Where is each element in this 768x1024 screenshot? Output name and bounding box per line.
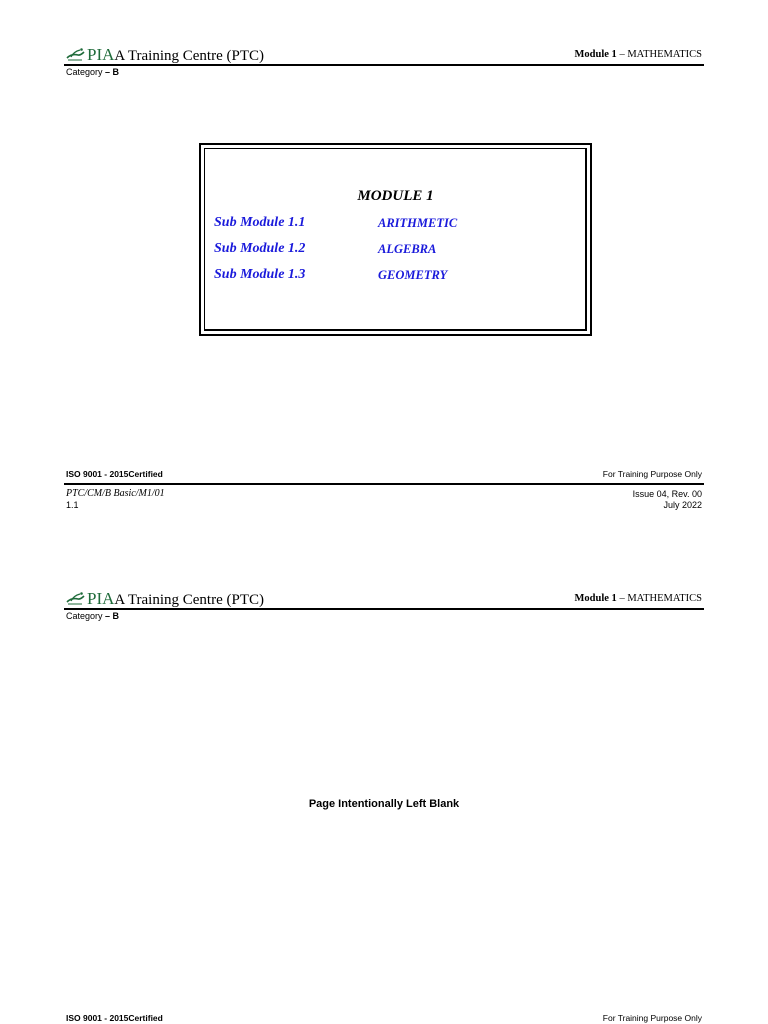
sub-module-topic: GEOMETRY bbox=[378, 268, 448, 282]
sub-module-row bbox=[214, 267, 447, 283]
sub-module-row bbox=[214, 215, 457, 231]
sub-module-label: Sub Module 1.3 bbox=[214, 267, 306, 282]
sub-module-label: Sub Module 1.2 bbox=[214, 241, 306, 256]
module-label bbox=[575, 593, 702, 604]
issue-date: July 2022 bbox=[663, 500, 702, 510]
header-divider bbox=[64, 64, 704, 66]
training-purpose-note: For Training Purpose Only bbox=[602, 469, 702, 479]
pia-logo bbox=[66, 588, 114, 609]
page-number: 1.1 bbox=[66, 500, 79, 510]
category-text: Category bbox=[66, 611, 106, 621]
category-text: Category bbox=[66, 67, 106, 77]
category-label bbox=[66, 67, 119, 77]
module-label-bold: Module 1 bbox=[574, 49, 617, 60]
iso-certification: ISO 9001 - 2015Certified bbox=[66, 469, 163, 479]
sub-module-topic: ALGEBRA bbox=[378, 242, 437, 256]
module-summary-inner-border bbox=[204, 148, 587, 331]
category-value: – B bbox=[105, 67, 120, 77]
pia-crane-logo-icon bbox=[66, 46, 86, 62]
header-divider bbox=[64, 608, 704, 610]
header-title bbox=[66, 588, 264, 609]
training-centre-title: A Training Centre (PTC) bbox=[114, 48, 264, 64]
module-label bbox=[575, 49, 702, 60]
document-code: PTC/CM/B Basic/M1/01 bbox=[66, 488, 165, 499]
header-title bbox=[66, 44, 264, 65]
module-label-subject: – MATHEMATICS bbox=[616, 593, 702, 604]
sub-module-topic: ARITHMETIC bbox=[378, 216, 458, 230]
category-value: – B bbox=[105, 611, 120, 621]
iso-certification: ISO 9001 - 2015Certified bbox=[66, 1013, 163, 1023]
pia-crane-logo-icon bbox=[66, 590, 86, 606]
logo-letters: PIA bbox=[87, 589, 115, 608]
pia-logo bbox=[66, 44, 114, 65]
module-label-bold: Module 1 bbox=[574, 593, 617, 604]
blank-page-notice: Page Intentionally Left Blank bbox=[308, 798, 460, 810]
module-heading: MODULE 1 bbox=[357, 188, 434, 204]
sub-module-label: Sub Module 1.1 bbox=[214, 215, 306, 230]
module-label-subject: – MATHEMATICS bbox=[616, 49, 702, 60]
logo-letters: PIA bbox=[87, 45, 115, 64]
footer-divider bbox=[64, 483, 704, 485]
module-summary-box bbox=[199, 143, 592, 336]
sub-module-row bbox=[214, 241, 436, 257]
document-page-2 bbox=[0, 544, 768, 1024]
issue-revision: Issue 04, Rev. 00 bbox=[632, 489, 702, 499]
training-centre-title: A Training Centre (PTC) bbox=[114, 592, 264, 608]
training-purpose-note: For Training Purpose Only bbox=[602, 1013, 702, 1023]
category-label bbox=[66, 611, 119, 621]
